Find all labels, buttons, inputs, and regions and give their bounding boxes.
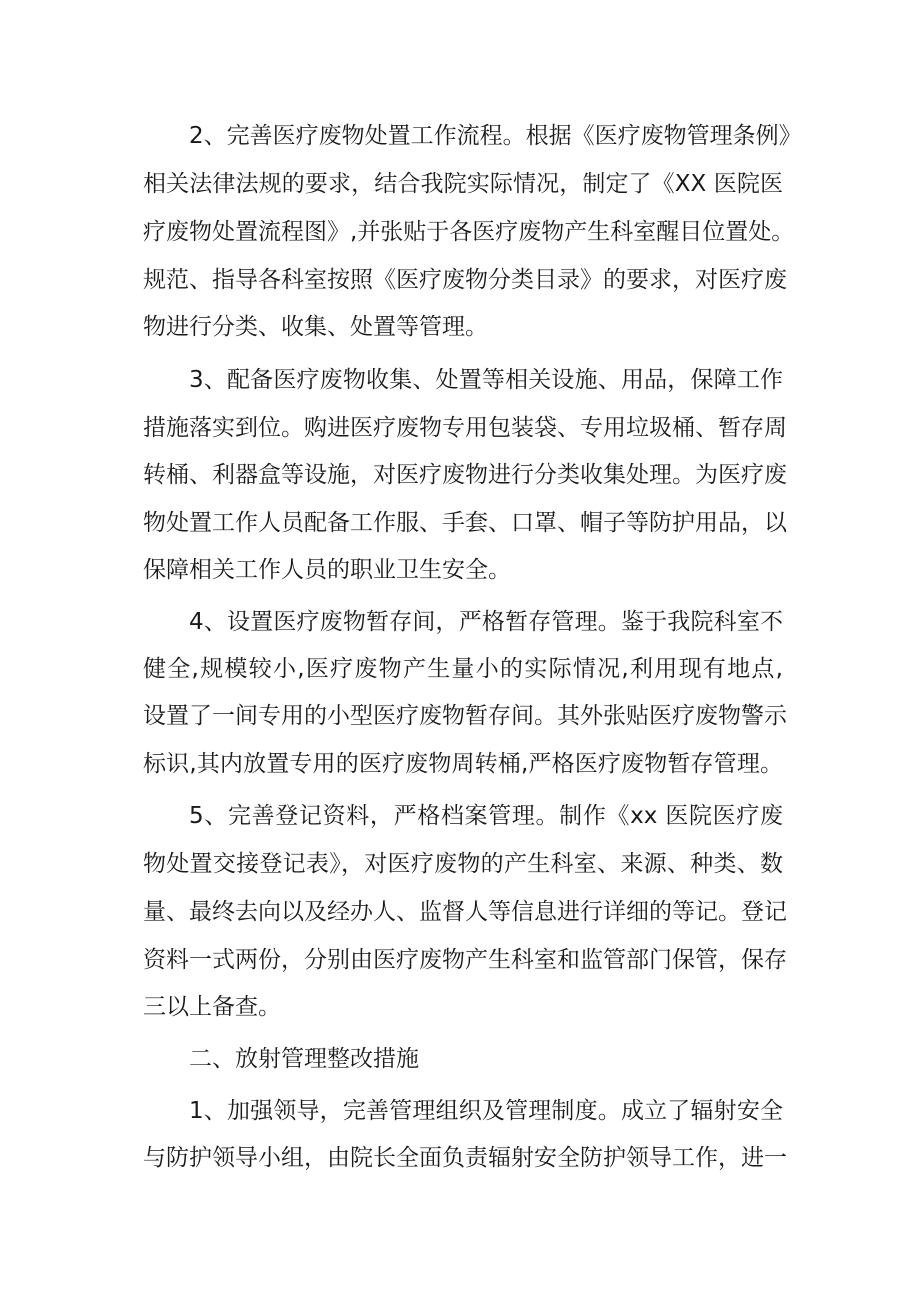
paragraph-line: 保障相关工作人员的职业卫生安全。 xyxy=(143,557,511,583)
paragraph-line: 与防护领导小组，由院长全面负责辐射安全防护领导工作，进一 xyxy=(143,1145,787,1171)
paragraph-line: 物处置交接登记表》，对医疗废物的产生科室、来源、种类、数 xyxy=(143,851,783,877)
paragraph-line: 资料一式两份，分别由医疗废物产生科室和监管部门保管，保存 xyxy=(143,947,787,973)
section-heading: 二、放射管理整改措施 xyxy=(189,1046,419,1072)
paragraph-line: 措施落实到位。购进医疗废物专用包装袋、专用垃圾桶、暂存周 xyxy=(143,415,787,441)
paragraph-line: 2、完善医疗废物处置工作流程。根据《医疗废物管理条例》 xyxy=(189,123,802,149)
paragraph-line: 4、设置医疗废物暂存间，严格暂存管理。鉴于我院科室不 xyxy=(189,609,783,635)
paragraph-line: 规范、指导各科室按照《医疗废物分类目录》的要求，对医疗废 xyxy=(143,267,787,293)
paragraph-line: 三以上备查。 xyxy=(143,994,281,1020)
paragraph-line: 标识,其内放置专用的医疗废物周转桶,严格医疗废物暂存管理。 xyxy=(143,751,783,777)
paragraph-line: 物处置工作人员配备工作服、手套、口罩、帽子等防护用品，以 xyxy=(143,510,787,536)
paragraph-line: 5、完善登记资料，严格档案管理。制作《xx 医院医疗废 xyxy=(189,803,783,829)
paragraph-line: 健全,规模较小,医疗废物产生量小的实际情况,利用现有地点, xyxy=(143,656,783,682)
paragraph-line: 1、加强领导，完善管理组织及管理制度。成立了辐射安全 xyxy=(189,1098,783,1124)
paragraph-line: 物进行分类、收集、处置等管理。 xyxy=(143,314,488,340)
paragraph-line: 疗废物处置流程图》,并张贴于各医疗废物产生科室醒目位置处。 xyxy=(143,219,795,245)
paragraph-line: 转桶、利器盒等设施，对医疗废物进行分类收集处理。为医疗废 xyxy=(143,462,787,488)
paragraph-line: 相关法律法规的要求，结合我院实际情况，制定了《XX 医院医 xyxy=(143,171,783,197)
paragraph-line: 3、配备医疗废物收集、处置等相关设施、用品，保障工作 xyxy=(189,367,783,393)
paragraph-line: 量、最终去向以及经办人、监督人等信息进行详细的等记。登记 xyxy=(143,899,787,925)
paragraph-line: 设置了一间专用的小型医疗废物暂存间。其外张贴医疗废物警示 xyxy=(143,703,787,729)
